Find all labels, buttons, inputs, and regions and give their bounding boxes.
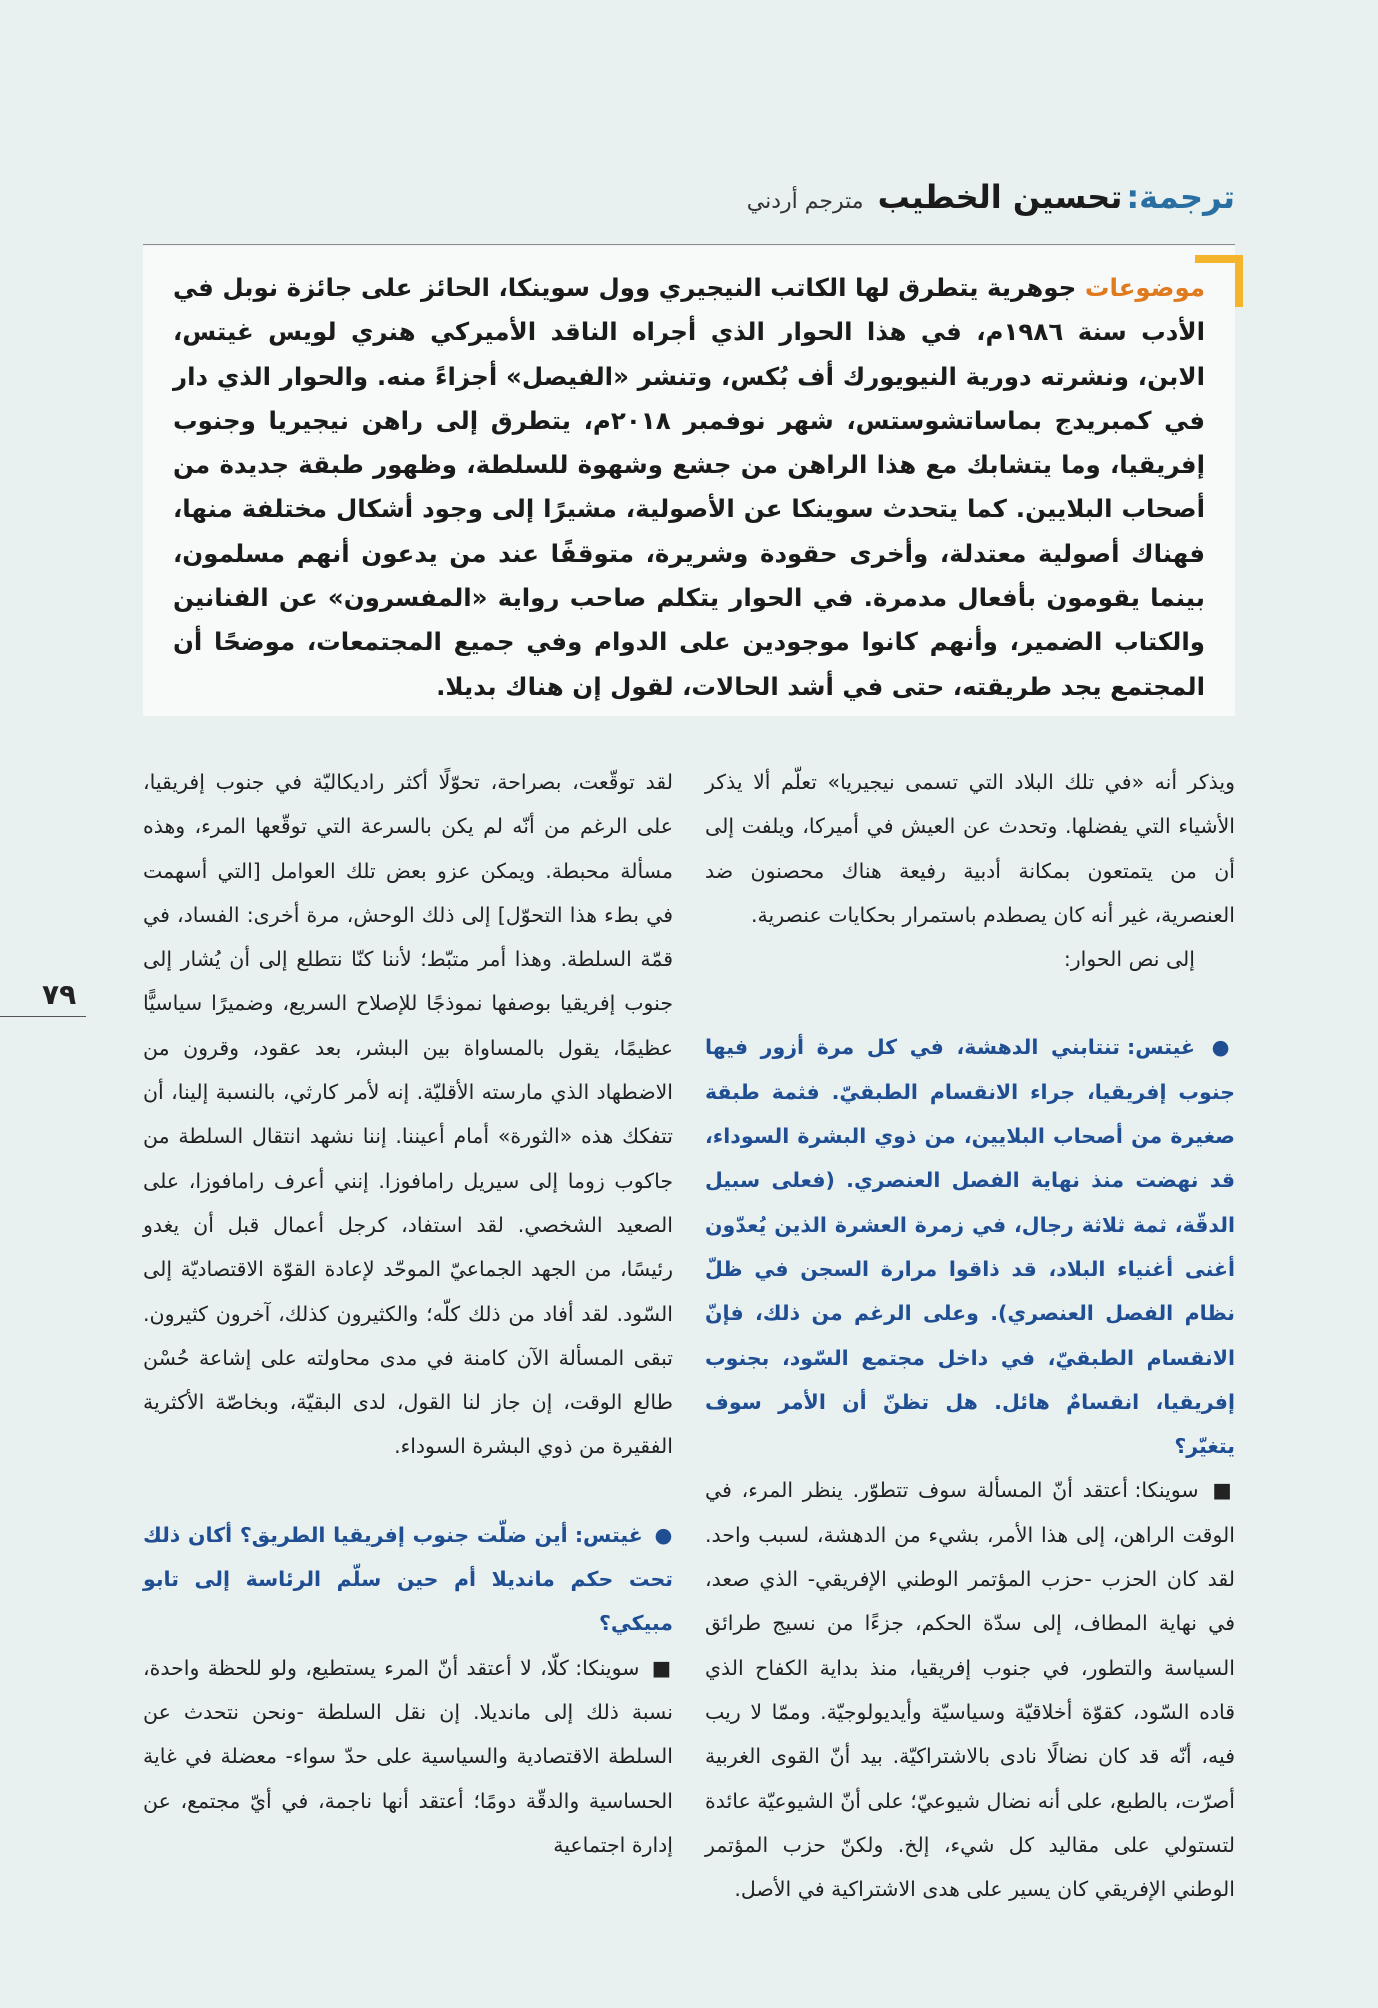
- answer-1-text: سوينكا: أعتقد أنّ المسألة سوف تتطوّر. ينظر المرء، في الوقت الراهن، إلى هذا الأمر، بشيء من الدهشة، لسبب واحد. لقد كان الحزب -حزب المؤتمر الوطني الإفريقي- الذي صعد، في نهاية المطاف، إلى سدّة الحكم، جزءًا من نسيج طرائق السياسة والتطور، في جنوب إفريقيا، منذ بداية الكفاح الذي قاده السّود، كقوّة أخلاقيّة وسياسيّة وأيديولوجيّة. وممّا لا ريب فيه، أنّه قد كان نضالًا نادى بالاشتراكيّة. بيد أنّ القوى الغربية أصرّت، بالطبع، على أنه نضال شيوعيّ؛ على أنّ الشيوعيّة عائدة لتستولي على مقاليد كل شيء، إلخ. ولكنّ حزب المؤتمر الوطني الإفريقي كان يسير على هدى الاشتراكية في الأصل.: [705, 1478, 1235, 1902]
- byline: [143, 178, 1235, 234]
- summary-keyword: موضوعات: [1084, 273, 1205, 302]
- translation-label: ترجمة:: [1126, 178, 1235, 216]
- right-column: [705, 760, 1236, 1902]
- summary-body: جوهرية يتطرق لها الكاتب النيجيري وول سوينكا، الحائز على جائزة نوبل في الأدب سنة ١٩٨٦م، في هذا الحوار الذي أجراه الناقد الأميركي هنري لويس غيتس، الابن، ونشرته دورية النيويورك أف بُكس، وتنشر «الفيصل» أجزاءً منه. والحوار الذي دار في كمبريدج بماساتشوستس، شهر نوفمبر ٢٠١٨م، يتطرق إلى راهن نيجيريا وجنوب إفريقيا، وما يتشابك مع هذا الراهن من جشع وشهوة للسلطة، وظهور طبقة جديدة من أصحاب البلايين. كما يتحدث سوينكا عن الأصولية، مشيرًا إلى وجود أشكال مختلفة منها، فهناك أصولية معتدلة، وأخرى حقودة وشريرة، متوقفًا عند من يدعون أنهم مسلمون، بينما يقومون بأفعال مدمرة. في الحوار يتكلم صاحب رواية «المفسرون» عن الفنانين والكتاب الضمير، وأنهم كانوا موجودين على الدوام وفي جميع المجتمعات، موضحًا أن المجتمع يجد طريقته، حتى في أشد الحالات، لقول إن هناك بديلا.: [173, 273, 1205, 701]
- spacer: [705, 981, 1235, 1025]
- square-bullet-icon: ■: [1212, 1478, 1235, 1503]
- question-2: [143, 1513, 673, 1646]
- left-column: [143, 760, 673, 1870]
- page-number-rule: [0, 1016, 86, 1017]
- answer-2-text: سوينكا: كلّا، لا أعتقد أنّ المرء يستطيع، ولو للحظة واحدة، نسبة ذلك إلى مانديلا. إن نقل السلطة -ونحن نتحدث عن السلطة الاقتصادية والسياسية على حدّ سواء- معضلة في غاية الحساسية والدقّة دومًا؛ أعتقد أنها ناجمة، في أيّ مجتمع، عن إدارة اجتماعية: [143, 1655, 673, 1857]
- answer-2: [143, 1646, 673, 1867]
- translator-name: تحسين الخطيب: [877, 178, 1123, 216]
- translator-role: مترجم أردني: [746, 189, 864, 214]
- summary-text: [173, 266, 1205, 709]
- left-paragraph-1: لقد توقّعت، بصراحة، تحوّلًا أكثر راديكاليّة في جنوب إفريقيا، على الرغم من أنّه لم يكن بالسرعة التي توقّعها المرء، وهذه مسألة محبطة. ويمكن عزو بعض تلك العوامل [التي أسهمت في بطء هذا التحوّل] إلى ذلك الوحش، مرة أخرى: الفساد، في قمّة السلطة. وهذا أمر متبّط؛ لأننا كنّا نتطلع إلى أن يُشار إلى جنوب إفريقيا بوصفها نموذجًا للإصلاح السريع، وضميرًا سياسيًّا عظيمًا، يقول بالمساواة بين البشر، بعد عقود، وقرون من الاضطهاد الذي مارسته الأقليّة. إنه لأمر كارثي، بالنسبة إلينا، أن تتفكك هذه «الثورة» أمام أعيننا. إننا نشهد انتقال السلطة من جاكوب زوما إلى سيريل رامافوزا. إنني أعرف رامافوزا، على الصعيد الشخصي. لقد استفاد، كرجل أعمال قبل أن يغدو رئيسًا، من الجهد الجماعيّ الموحّد لإعادة القوّة الاقتصاديّة إلى السّود. لقد أفاد من ذلك كلّه؛ والكثيرون كذلك، آخرون كثيرون. تبقى المسألة الآن كامنة في مدى محاولته على إشاعة حُسْن طالع الوقت، إن جاز لنا القول، لدى البقيّة، وبخاصّة الأكثرية الفقيرة من ذوي البشرة السوداء.: [143, 770, 673, 1459]
- bullet-icon: ●: [1211, 1035, 1236, 1060]
- spacer: [143, 1469, 673, 1513]
- square-bullet-icon: ■: [651, 1655, 673, 1680]
- question-1-text: غيتس: تنتابني الدهشة، في كل مرة أزور فيها جنوب إفريقيا، جراء الانقسام الطبقيّ. فثمة طبقة صغيرة من أصحاب البلايين، من ذوي البشرة السوداء، قد نهضت منذ نهاية الفصل العنصري. (فعلى سبيل الدقّة، ثمة ثلاثة رجال، في زمرة العشرة الذين يُعدّون أغنى أغنياء البلاد، قد ذاقوا مرارة السجن في ظلّ نظام الفصل العنصري). وعلى الرغم من ذلك، فإنّ الانقسام الطبقيّ، في داخل مجتمع السّود، بجنوب إفريقيا، انقسامٌ هائل. هل تظنّ أن الأمر سوف يتغيّر؟: [705, 1035, 1235, 1459]
- corner-accent-horizontal: [1195, 255, 1243, 263]
- bullet-icon: ●: [654, 1522, 673, 1547]
- summary-box: [143, 246, 1235, 716]
- question-1: [705, 1025, 1235, 1468]
- page-number: ٧٩: [42, 978, 77, 1011]
- header-divider: [143, 244, 1235, 245]
- question-2-text: غيتس: أين ضلّت جنوب إفريقيا الطريق؟ أكان ذلك تحت حكم مانديلا أم حين سلّم الرئاسة إلى تابو مبيكي؟: [143, 1522, 673, 1636]
- intro-paragraph: ويذكر أنه «في تلك البلاد التي تسمى نيجيريا» تعلّم ألا يذكر الأشياء التي يفضلها. وتحدث عن العيش في أميركا، ويلفت إلى أن من يتمتعون بمكانة أدبية رفيعة هناك محصنون ضد العنصرية، غير أنه كان يصطدم باستمرار بحكايات عنصرية.: [705, 770, 1235, 927]
- answer-1: [705, 1468, 1235, 1911]
- to-text-label: إلى نص الحوار:: [1063, 947, 1195, 972]
